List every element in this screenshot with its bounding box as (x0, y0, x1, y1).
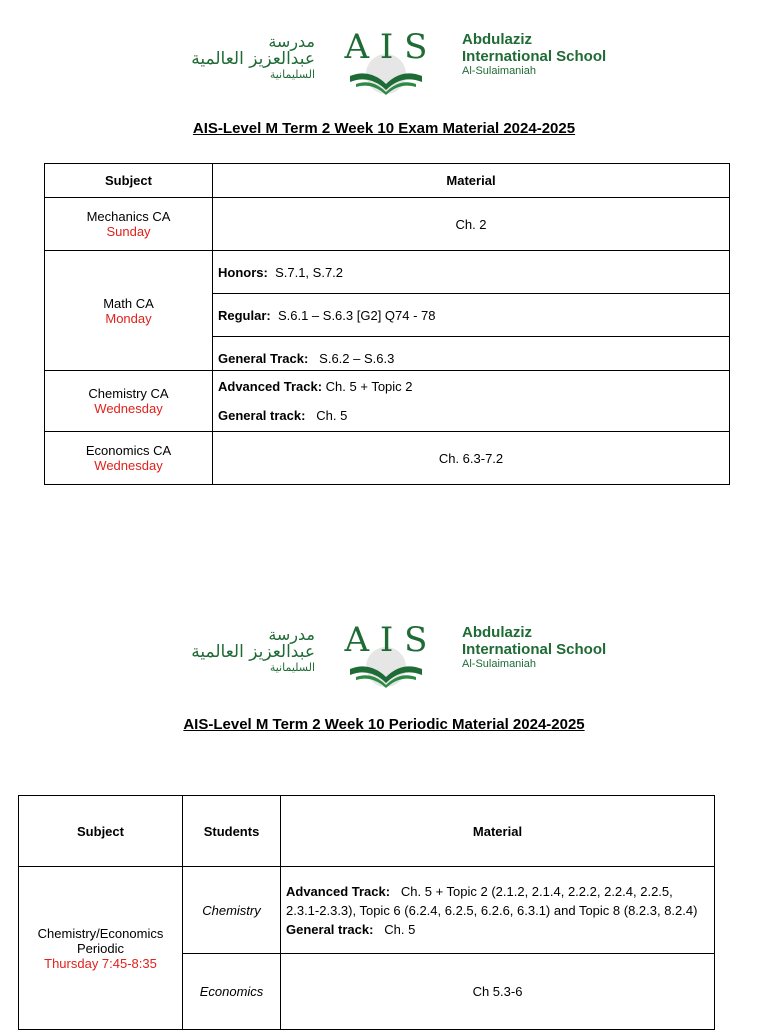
arabic-line-3: السليمانية (269, 660, 315, 674)
school-line-1: Abdulaziz (462, 31, 532, 48)
exam-time: Thursday 7:45-8:35 (44, 955, 157, 971)
subject-name: Mechanics CA (86, 209, 171, 224)
material-cell (213, 251, 730, 294)
arabic-line-1: مدرسة (268, 625, 315, 644)
advanced-track-line (218, 379, 724, 394)
school-header (0, 20, 768, 100)
subject-name: Economics CA (85, 443, 172, 458)
material-cell (213, 294, 730, 337)
arabic-line-2: عبدالعزيز العالمية (191, 641, 315, 662)
subject-cell (19, 867, 183, 1030)
advanced-track-line (286, 882, 709, 920)
track-label: General track: (218, 408, 306, 423)
table-row (45, 432, 730, 485)
subject-name-line-2: Periodic (77, 940, 124, 956)
school-header-2 (0, 613, 768, 693)
exam-material-table (44, 163, 730, 485)
exam-day: Wednesday (94, 401, 163, 416)
material-cell (213, 371, 730, 432)
material-cell: Ch 5.3-6 (281, 954, 715, 1030)
track-label: Regular: (218, 307, 271, 323)
material-cell: Ch. 6.3-7.2 (213, 432, 730, 485)
header-material: Material (213, 164, 730, 198)
header-subject: Subject (19, 796, 183, 867)
track-value: S.6.1 – S.6.3 [G2] Q74 - 78 (277, 307, 436, 323)
arabic-school-name (170, 34, 315, 80)
exam-day: Monday (105, 310, 152, 326)
students-cell: Chemistry (183, 867, 281, 954)
arabic-line-2: عبدالعزيز العالمية (191, 48, 315, 69)
arabic-line-3: السليمانية (269, 67, 315, 81)
track-value: Ch. 5 (384, 921, 416, 937)
material-cell (213, 337, 730, 371)
subject-name: Chemistry CA (88, 386, 169, 401)
subject-cell (45, 251, 213, 371)
table-row (45, 198, 730, 251)
school-line-1: Abdulaziz (462, 624, 532, 641)
track-value: S.7.1, S.7.2 (275, 264, 344, 280)
header-students: Students (183, 796, 281, 867)
school-line-3: Al-Sulaimaniah (462, 65, 536, 77)
track-value: S.6.2 – S.6.3 (319, 351, 395, 366)
subject-cell (45, 432, 213, 485)
material-cell (281, 867, 715, 954)
logo-letters: A I S (344, 620, 428, 660)
ais-logo (340, 24, 432, 96)
logo-letters: A I S (344, 27, 428, 67)
periodic-title: AIS-Level M Term 2 Week 10 Periodic Material 2024-2025 (183, 716, 585, 733)
track-label: Advanced Track: (286, 883, 391, 899)
subject-name-line-1: Chemistry/Economics (37, 925, 164, 941)
track-label: General Track: (218, 351, 309, 366)
subject-cell (45, 198, 213, 251)
english-school-name (462, 625, 606, 670)
track-value: Ch. 5 + Topic 2 (2.1.2, 2.1.4, 2.2.2, 2.2.4, 2.2.5, 2.3.1-2.3.3), Topic 6 (6.2.4, 6.2.5, 6.2.6, 6.3.1) and Topic 8 (8.2.3, 8.2.4) (286, 883, 698, 918)
table-row (19, 867, 715, 954)
ais-logo (340, 617, 432, 689)
arabic-school-name (170, 627, 315, 673)
track-value: Ch. 5 + Topic 2 (325, 379, 413, 394)
students-cell: Economics (183, 954, 281, 1030)
track-label: Honors: (218, 264, 268, 280)
exam-title: AIS-Level M Term 2 Week 10 Exam Material 2024-2025 (192, 120, 576, 137)
school-line-2: International School (462, 47, 607, 65)
track-label: Advanced Track: (218, 379, 323, 394)
general-track-line (286, 920, 709, 939)
exam-day: Wednesday (94, 458, 163, 473)
general-track-line (218, 408, 724, 423)
table-row (45, 371, 730, 432)
periodic-material-table (18, 795, 715, 1030)
subject-name: Math CA (103, 295, 154, 311)
material-cell: Ch. 2 (213, 198, 730, 251)
school-line-3: Al-Sulaimaniah (462, 658, 536, 670)
subject-cell (45, 371, 213, 432)
track-label: General track: (286, 921, 374, 937)
english-school-name (462, 32, 606, 77)
header-material: Material (281, 796, 715, 867)
exam-day: Sunday (106, 224, 151, 239)
table-row (45, 251, 730, 294)
track-value: Ch. 5 (316, 408, 348, 423)
header-subject: Subject (45, 164, 213, 198)
school-line-2: International School (462, 640, 607, 658)
arabic-line-1: مدرسة (268, 32, 315, 51)
